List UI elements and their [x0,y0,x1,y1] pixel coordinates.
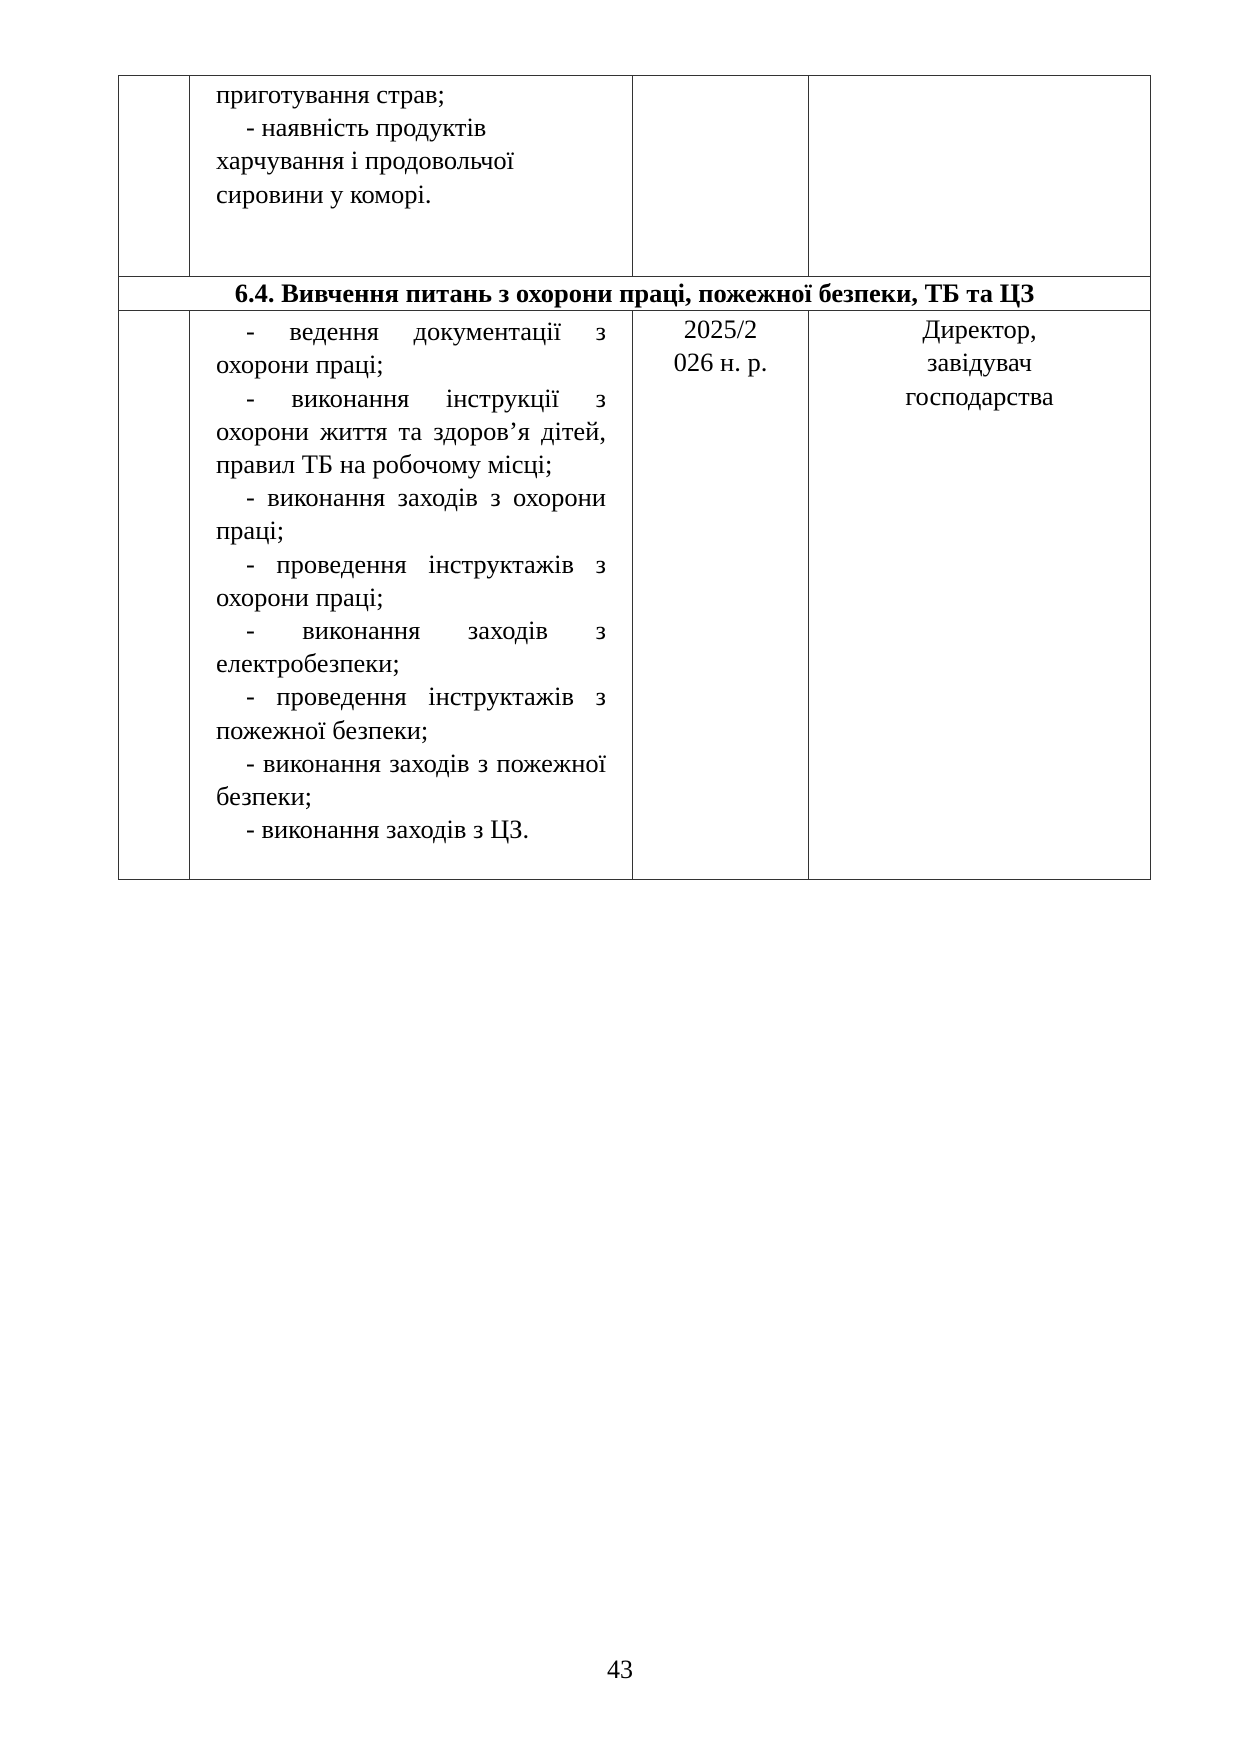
activity-line: сировини у коморі. [216,178,432,209]
activity-plan-table [118,75,1151,880]
activity-line: - наявність продуктів [246,112,487,143]
responsible-cell [809,76,1151,277]
activity-cell [190,311,633,880]
table-row [119,311,1151,880]
responsible-line: завідувач [926,347,1033,378]
section-heading: 6.4. Вивчення питань з охорони праці, пожежної безпеки, ТБ та ЦЗ [119,277,1151,311]
activity-item: - проведення інструктажів з охорони праці; [216,548,606,612]
activity-item: - виконання заходів з охорони праці; [216,482,606,546]
activity-item: - виконання заходів з пожежної безпеки; [216,747,606,812]
section-heading-row [119,277,1151,311]
term-line: 2025/2 [683,314,758,345]
term-cell [633,311,809,880]
row-number-cell [119,311,190,880]
term-cell [633,76,809,277]
page-number: 43 [607,1655,633,1684]
responsible-line: Директор, [922,314,1037,345]
activity-item: - проведення інструктажів з пожежної безпеки; [216,681,606,745]
responsible-cell [809,311,1151,880]
activity-item: - ведення документації з охорони праці; [216,316,606,380]
activity-line: приготування страв; [216,79,445,109]
term-line: 026 н. р. [673,347,768,378]
activity-line: харчування і продовольчої [216,145,515,176]
responsible-line: господарства [905,380,1054,411]
activity-cell [190,76,633,277]
row-number-cell [119,76,190,277]
activity-item: - виконання інструкції з охорони життя та здоров’я дітей, правил ТБ на робочому місці; [216,382,606,480]
activity-item: - виконання заходів з ЦЗ. [246,814,530,845]
activity-item: - виконання заходів з електробезпеки; [216,615,606,679]
table-row-continued [119,76,1151,277]
